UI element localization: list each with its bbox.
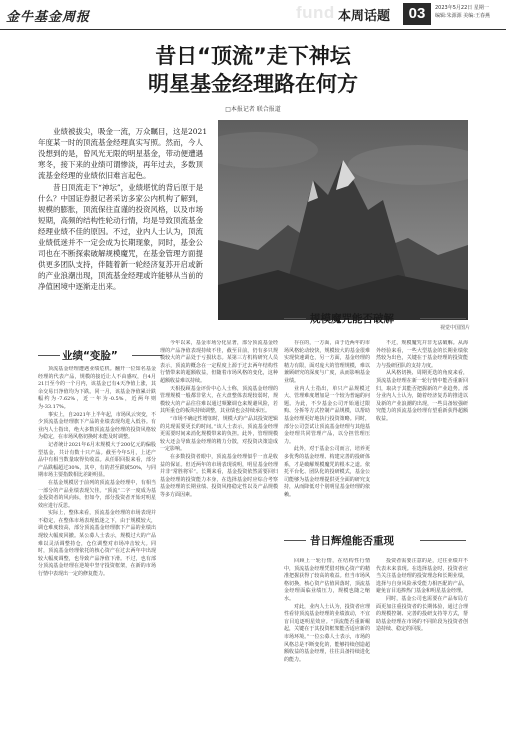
body-paragraph: 今年以来，基金市场分化显著，部分顶流基金经理的产品净值表现持续不佳，截至目前，仍有多只规模较大的产品处于亏损状态。某第三方机构研究人员表示，顶流的概念在一定程度上源于过去两年结构性行情带来的超额收益，但随着市场风格的变化，这种超额收益难以持续。 [160, 340, 278, 384]
divider [284, 318, 306, 319]
divider [132, 355, 162, 356]
section-heading-scale: 规模魔咒能否破解 [310, 313, 394, 325]
column-4-bottom [376, 558, 468, 746]
section-heading-glory: 昔日辉煌能否重现 [310, 535, 394, 547]
body-paragraph: 在基金规模居于前列的顶流基金经理中，有相当一部分的产品业绩表现欠佳。“顶流”二字一度成为基金投资者的风向标，但如今，部分投资者开始对明星效应进行反思。 [38, 479, 156, 509]
body-paragraph: 存在的，一方面，由于近两年的市场风格轮动较快，规模较大的基金很难实现快速调仓，另一方面，基金经理的精力有限，面对庞大的管理规模，难以兼顾研究的深度与广度，从而影响基金业绩。 [284, 340, 370, 384]
column-4-top [376, 340, 468, 528]
lead-text [38, 126, 210, 293]
headline-line-1: 昔日“顶流”走下神坛 [155, 44, 351, 68]
body-paragraph: 天相投顾基金评价中心人士称，顶流基金经理的管理规模一般都非常大，在大盘整体表现较弱时，规模较大的产品往往难以通过频繁调仓来规避风险，若其所重仓的板块持续调整，其业绩也会持续承压。 [160, 385, 278, 415]
column-2 [160, 340, 278, 746]
body-paragraph: 同时，基金公司也需要在产品布局方面更加注重投资者的长期体验，通过合理的规模控制、完善的投研支持等方式，帮助基金经理在市场的不同阶段为投资者创造持续、稳定的回报。 [376, 595, 468, 633]
divider [420, 540, 466, 541]
body-paragraph: 事实上，自2021年上半年起，市场风云突变，不少顶流基金经理旗下产品的业绩表现均进入低谷。有业内人士指出，绝大多数顶流基金经理的投资风格较为稳定，在市场风格切换时未能及时调整。 [38, 411, 156, 441]
body-paragraph: “市场不确定性增加时，规模大的产品其投资逻辑的兑现需要更长的时间。”该人士表示，顶流基金经理更需要时间来消化规模带来的负担。此外，管理规模较大还会导致基金经理的精力分散，对投资决策造成一定影响。 [160, 415, 278, 453]
lead-paragraph: 业绩被拔尖，吸金一流，万众瞩目，这是2021年度某一时的顶流基金经理真实写照。然而，今人没想到的是，曾风光无限的明星基金，带动便遭遇寒冬，接下来的业绩可谓惨淡，再年过去，多数顶流基金经理的业绩依旧难言起色。 [38, 127, 208, 180]
body-paragraph: 投资者需要注意的是，过往业绩并不代表未来表现。在选择基金时，投资者应当关注基金经理的投资理念和长期业绩，选择与自身风险承受能力相匹配的产品，避免盲目追捧热门基金和明星基金经理。 [376, 558, 468, 595]
fund-watermark: fund [296, 3, 335, 22]
body-paragraph: 不过，规模魔咒并非无法破解。从海外经验来看，一些大型基金的长期业绩依然较为出色，关键在于基金经理的投资能力与投研团队的支持力度。 [376, 340, 468, 369]
byline: □本报记者 联合报道 [225, 106, 281, 113]
page-number: 03 [403, 3, 431, 25]
body-paragraph: 顶流基金经理遭遇业绩危机。翻开一位知名基金经理的代表产品，规模的接近让人不由感叹，自4月21日至今的一个月内，该基金已有4天净值上涨，其余交易日净值均为下跌。同一月，该基金净值累计跌幅约为-7.62%，近一年为-0.5%，近两年则为-33.17%。 [38, 366, 156, 410]
headline-line-2: 明星基金经理路在何方 [148, 72, 358, 96]
body-paragraph: 此外，对于基金公司而言，培养更多优秀的基金经理、构建完善的投研体系，才是破解规模魔咒的根本之道。依托平台化、团队化的投研模式，基金公司能够为基金经理提供更全面的研究支持，从而降低对个别明星基金经理的依赖。 [284, 446, 370, 498]
body-paragraph: 回顾上一轮行情，在结构性行情中，顶流基金经理凭借对核心资产的精准把握获得了较高的收益。但当市场风格切换，核心资产估值回落时，顶流基金经理面临业绩压力，规模也随之缩水。 [284, 558, 370, 602]
body-paragraph: 业内人士指出，单只产品规模过大、管理难度增加是一个较为普遍的问题。为此，不少基金公司开始通过限购、分拆等方式控制产品规模，以帮助基金经理更好地执行投资策略。同时，部分公司尝试让顶流基金经理与其他基金经理共同管理产品，以分担管理压力。 [284, 385, 370, 445]
paper-name: 金牛基金周报 [6, 10, 91, 25]
body-paragraph: 对此，业内人士认为，投资者应理性看待顶流基金经理的业绩波动，不宜盲目追逐明星效应。“顶流能否重新崛起，关键在于其投资框架能否适应新的市场环境。”一位公募人士表示，市场的风格总是不断变化的，能够持续创造超额收益的基金经理，往往具备持续进化的能力。 [284, 603, 370, 663]
lead-photo [218, 120, 468, 320]
editor-credits: 编辑:朱源源 美编:王春燕 [435, 13, 490, 19]
body-paragraph: 实际上，整体来看，顶流基金经理的市场表现并不稳定，在整体市场表现低迷之下，由于规模较大，调仓难度较高，部分顶流基金经理旗下产品的业绩出现较大幅度回撤。某公募人士表示，规模过大的产品难以灵活调整持仓，仓位调整对市场冲击较大。同时，顶流基金经理依托的核心资产在过去两年中出现较大幅度调整，也导致产品净值下滑。不过，也有部分顶流基金经理在逆境中坚守投资框架，在新的市场行情中表现出一定的修复能力。 [38, 510, 156, 578]
photo-caption: 视觉中国图片 [440, 325, 471, 331]
body-paragraph: 从风格切换、周期更迭的角度来看，顶流基金经理在新一轮行情中能否重新回归，取决于其能否把握新的产业趋势。部分业内人士认为，随着经济复苏的推进以及新的产业浪潮的出现，一些具备较强研究能力的顶流基金经理有望重新获得超额收益。 [376, 370, 468, 422]
body-paragraph: 在多数投资者眼中，顶流基金经理似乎一直是收益的保证。但近两年的市场表现说明，明星基金经理并非“常胜将军”。长期来看，基金投资依然需要回归基金经理的投资能力本身，在选择基金时应综合考察基金经理的长期业绩、投资风格稳定性以及产品规模等多方面因素。 [160, 453, 278, 498]
column-3-top [284, 340, 370, 528]
column-3-bottom [284, 558, 370, 746]
divider [38, 355, 60, 356]
lead-paragraph: 昔日顶流走下“神坛”，业绩堪忧的背后原于是什么？中国证券报记者采访多家公内机构了解到，规模的膨胀，顶流保往直谨的投资风格，以及市场短期，高频的结构性轮动行情，均是导致顶流基金经理业绩不佳的原因。不过，业内人士认为，顶流业绩低迷并不一定会成为长期现象，同时，基金公司也在不断探索破解规模魔咒，在基金管理方面提供更多团队支持，伴随着新一轮经济复苏开启或新的产业浪潮出现，顶流基金经理或许能够从当前的净值困境中逐渐走出来。 [38, 183, 204, 291]
section-heading-performance: 业绩“变脸” [62, 350, 118, 362]
section-title: 本周话题 [338, 9, 391, 24]
divider [420, 318, 466, 319]
body-paragraph: 记者统计2021年6月末规模大于200亿元的偏股型基金，共计有数十只产品。截至今年5月，上述产品中有相当数量取得负收益。从任职回报来看，部分产品跌幅超过30%，其中，有的甚至跌破50%，与同期市场主要指数相比差距明显。 [38, 441, 156, 479]
column-1 [38, 366, 156, 746]
masthead [0, 0, 506, 30]
issue-date: 2023年5月22日 星期一 [435, 5, 489, 11]
divider [284, 540, 306, 541]
issue-meta [435, 4, 490, 20]
photo-illustration [218, 120, 468, 320]
